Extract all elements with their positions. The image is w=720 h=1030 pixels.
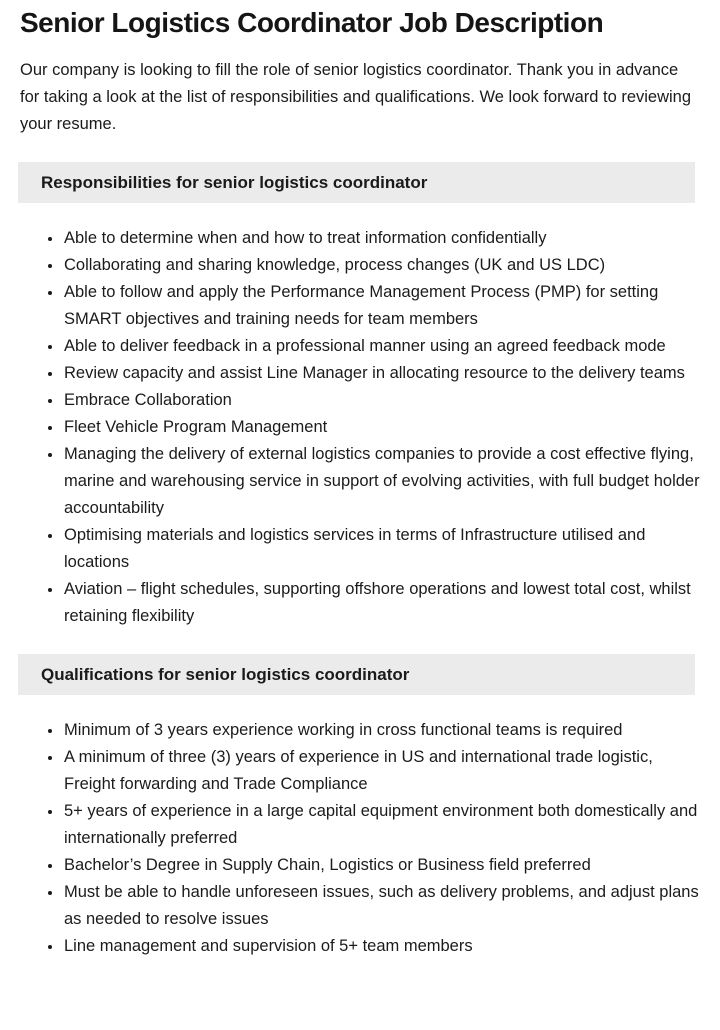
list-item: • Fleet Vehicle Program Management <box>63 414 700 441</box>
list-item: • Must be able to handle unforeseen issues, such as delivery problems, and adjust plans as needed to resolve issues <box>63 879 700 933</box>
list-item: • Able to determine when and how to treat information confidentially <box>63 225 700 252</box>
list-item: • Embrace Collaboration <box>63 387 700 414</box>
list-item: • Aviation – flight schedules, supporting offshore operations and lowest total cost, whilst retaining flexibility <box>63 576 700 630</box>
list-item: • Managing the delivery of external logistics companies to provide a cost effective flying, marine and warehousing service in support of evolving activities, with full budget holder accountability <box>63 441 700 522</box>
list-item: • Line management and supervision of 5+ team members <box>63 933 700 960</box>
section-heading-responsibilities-label: Responsibilities for senior logistics coordinator <box>41 172 428 192</box>
responsibilities-list <box>20 225 700 630</box>
intro-paragraph: Our company is looking to fill the role of senior logistics coordinator. Thank you in advance for taking a look at the list of responsibilities and qualifications. We look forward to reviewing your resume. <box>20 61 692 133</box>
list-item: • Review capacity and assist Line Manager in allocating resource to the delivery teams <box>63 360 700 387</box>
list-item: • Able to deliver feedback in a professional manner using an agreed feedback mode <box>63 333 700 360</box>
qualifications-list <box>20 717 700 960</box>
section-heading-qualifications <box>18 654 695 695</box>
page-title: Senior Logistics Coordinator Job Description <box>20 7 604 38</box>
list-item: • Bachelor’s Degree in Supply Chain, Logistics or Business field preferred <box>63 852 700 879</box>
list-item: • Able to follow and apply the Performance Management Process (PMP) for setting SMART objectives and training needs for team members <box>63 279 700 333</box>
list-item: • Collaborating and sharing knowledge, process changes (UK and US LDC) <box>63 252 700 279</box>
section-heading-responsibilities <box>18 162 695 203</box>
list-item: • Minimum of 3 years experience working in cross functional teams is required <box>63 717 700 744</box>
list-item: • Optimising materials and logistics services in terms of Infrastructure utilised and locations <box>63 522 700 576</box>
list-item: • A minimum of three (3) years of experience in US and international trade logistic, Freight forwarding and Trade Compliance <box>63 744 700 798</box>
list-item: • 5+ years of experience in a large capital equipment environment both domestically and internationally preferred <box>63 798 700 852</box>
section-heading-qualifications-label: Qualifications for senior logistics coordinator <box>41 664 410 684</box>
